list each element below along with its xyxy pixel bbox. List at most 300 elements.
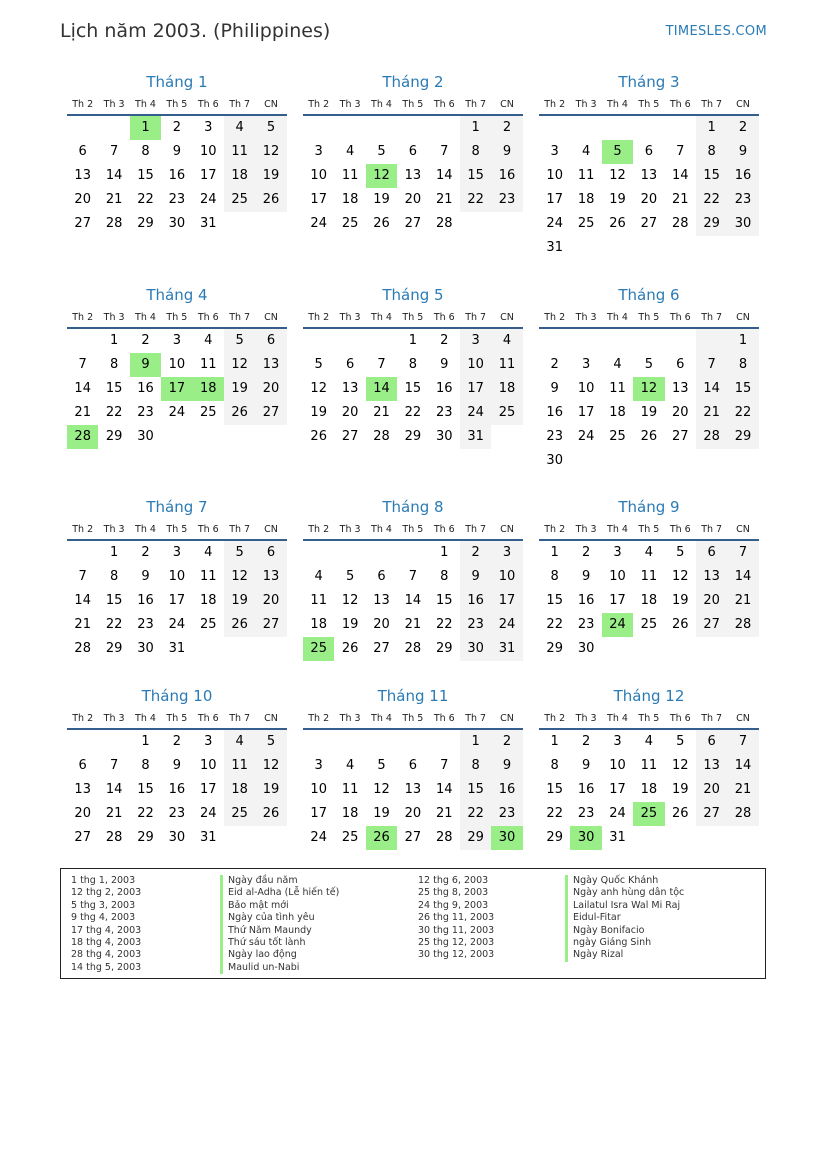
day-cell[interactable]: 22 <box>105 617 123 632</box>
day-cell[interactable]: 21 <box>74 405 91 420</box>
day-cell[interactable]: 28 <box>696 425 727 449</box>
day-cell[interactable]: 2 <box>460 541 491 565</box>
day-cell[interactable]: 13 <box>341 381 359 396</box>
day-cell[interactable]: 1 <box>440 545 449 560</box>
day-cell[interactable]: 6 <box>408 758 417 773</box>
day-cell[interactable]: 3 <box>204 120 213 135</box>
day-cell[interactable]: 3 <box>172 545 181 560</box>
day-cell[interactable]: 6 <box>408 144 417 159</box>
day-cell[interactable]: 25 <box>577 216 595 231</box>
day-cell[interactable]: 11 <box>199 569 217 584</box>
day-cell[interactable]: 5 <box>314 357 323 372</box>
day-cell[interactable]: 26 <box>671 617 689 632</box>
day-cell[interactable]: 28 <box>67 425 98 449</box>
day-cell[interactable]: 7 <box>408 569 417 584</box>
day-cell[interactable]: 1 <box>130 116 161 140</box>
day-cell[interactable]: 10 <box>310 782 327 797</box>
day-cell[interactable]: 31 <box>546 240 563 255</box>
day-cell[interactable]: 16 <box>168 782 186 797</box>
day-cell[interactable]: 30 <box>460 637 491 661</box>
day-cell[interactable]: 6 <box>696 541 727 565</box>
day-cell[interactable]: 21 <box>435 192 453 207</box>
day-cell[interactable]: 29 <box>727 425 758 449</box>
day-cell[interactable]: 4 <box>345 144 355 159</box>
day-cell[interactable]: 9 <box>491 754 522 778</box>
day-cell[interactable]: 25 <box>224 188 255 212</box>
day-cell[interactable]: 9 <box>727 140 758 164</box>
day-cell[interactable]: 4 <box>644 734 653 749</box>
day-cell[interactable]: 29 <box>105 641 123 656</box>
day-cell[interactable]: 6 <box>696 730 727 754</box>
day-cell[interactable]: 30 <box>168 216 186 231</box>
day-cell[interactable]: 29 <box>404 429 422 444</box>
day-cell[interactable]: 13 <box>696 754 727 778</box>
day-cell[interactable]: 6 <box>255 329 286 353</box>
day-cell[interactable]: 23 <box>137 617 154 632</box>
day-cell[interactable]: 29 <box>435 641 453 656</box>
day-cell[interactable]: 13 <box>640 168 658 183</box>
day-cell[interactable]: 17 <box>161 377 192 401</box>
day-cell[interactable]: 6 <box>78 144 87 159</box>
day-cell[interactable]: 8 <box>460 140 491 164</box>
day-cell[interactable]: 15 <box>105 593 123 608</box>
day-cell[interactable]: 21 <box>74 617 91 632</box>
day-cell[interactable]: 24 <box>602 613 633 637</box>
day-cell[interactable]: 8 <box>141 144 150 159</box>
day-cell[interactable]: 3 <box>204 734 213 749</box>
day-cell[interactable]: 8 <box>408 357 417 372</box>
day-cell[interactable]: 9 <box>581 758 591 773</box>
day-cell[interactable]: 16 <box>491 778 522 802</box>
day-cell[interactable]: 24 <box>460 401 491 425</box>
day-cell[interactable]: 4 <box>204 545 213 560</box>
day-cell[interactable]: 6 <box>644 144 653 159</box>
day-cell[interactable]: 8 <box>727 353 758 377</box>
day-cell[interactable]: 23 <box>577 806 595 821</box>
day-cell[interactable]: 25 <box>341 216 359 231</box>
day-cell[interactable]: 18 <box>491 377 522 401</box>
day-cell[interactable]: 4 <box>345 758 355 773</box>
day-cell[interactable]: 9 <box>172 144 181 159</box>
day-cell[interactable]: 20 <box>696 589 727 613</box>
day-cell[interactable]: 12 <box>255 140 286 164</box>
day-cell[interactable]: 18 <box>341 192 359 207</box>
day-cell[interactable]: 12 <box>310 381 327 396</box>
day-cell[interactable]: 7 <box>377 357 386 372</box>
day-cell[interactable]: 25 <box>609 429 626 444</box>
day-cell[interactable]: 23 <box>577 617 595 632</box>
day-cell[interactable]: 12 <box>366 164 397 188</box>
day-cell[interactable]: 24 <box>310 830 327 845</box>
day-cell[interactable]: 7 <box>109 144 119 159</box>
day-cell[interactable]: 16 <box>168 168 186 183</box>
day-cell[interactable]: 17 <box>609 593 626 608</box>
day-cell[interactable]: 3 <box>460 329 491 353</box>
day-cell[interactable]: 10 <box>546 168 563 183</box>
day-cell[interactable]: 14 <box>727 754 758 778</box>
day-cell[interactable]: 23 <box>491 802 522 826</box>
day-cell[interactable]: 22 <box>460 802 491 826</box>
day-cell[interactable]: 28 <box>671 216 689 231</box>
day-cell[interactable]: 28 <box>727 802 758 826</box>
day-cell[interactable]: 2 <box>172 734 181 749</box>
day-cell[interactable]: 16 <box>577 593 595 608</box>
day-cell[interactable]: 8 <box>550 569 559 584</box>
day-cell[interactable]: 20 <box>373 617 390 632</box>
day-cell[interactable]: 15 <box>696 164 727 188</box>
day-cell[interactable]: 19 <box>310 405 327 420</box>
day-cell[interactable]: 22 <box>105 405 123 420</box>
day-cell[interactable]: 12 <box>671 569 689 584</box>
day-cell[interactable]: 17 <box>168 593 186 608</box>
day-cell[interactable]: 3 <box>581 357 591 372</box>
day-cell[interactable]: 2 <box>141 333 150 348</box>
day-cell[interactable]: 18 <box>341 806 359 821</box>
day-cell[interactable]: 28 <box>404 641 422 656</box>
day-cell[interactable]: 26 <box>671 806 689 821</box>
day-cell[interactable]: 10 <box>491 565 522 589</box>
day-cell[interactable]: 11 <box>341 168 359 183</box>
day-cell[interactable]: 19 <box>671 593 689 608</box>
day-cell[interactable]: 28 <box>105 830 123 845</box>
day-cell[interactable]: 29 <box>137 830 154 845</box>
day-cell[interactable]: 11 <box>224 754 255 778</box>
day-cell[interactable]: 13 <box>255 565 286 589</box>
day-cell[interactable]: 15 <box>404 381 422 396</box>
day-cell[interactable]: 26 <box>609 216 626 231</box>
day-cell[interactable]: 17 <box>199 168 217 183</box>
day-cell[interactable]: 3 <box>613 545 622 560</box>
day-cell[interactable]: 5 <box>377 758 386 773</box>
day-cell[interactable]: 8 <box>696 140 727 164</box>
day-cell[interactable]: 22 <box>460 188 491 212</box>
day-cell[interactable]: 26 <box>224 401 255 425</box>
day-cell[interactable]: 25 <box>640 617 658 632</box>
day-cell[interactable]: 29 <box>460 826 491 850</box>
day-cell[interactable]: 9 <box>460 565 491 589</box>
day-cell[interactable]: 16 <box>460 589 491 613</box>
day-cell[interactable]: 3 <box>314 144 323 159</box>
day-cell[interactable]: 14 <box>74 381 91 396</box>
day-cell[interactable]: 3 <box>550 144 559 159</box>
day-cell[interactable]: 27 <box>404 216 422 231</box>
day-cell[interactable]: 12 <box>255 754 286 778</box>
day-cell[interactable]: 25 <box>199 405 217 420</box>
day-cell[interactable]: 16 <box>137 593 154 608</box>
day-cell[interactable]: 18 <box>310 617 327 632</box>
day-cell[interactable]: 8 <box>460 754 491 778</box>
day-cell[interactable]: 30 <box>570 826 601 850</box>
day-cell[interactable]: 22 <box>546 806 563 821</box>
day-cell[interactable]: 28 <box>435 216 453 231</box>
day-cell[interactable]: 1 <box>109 545 119 560</box>
day-cell[interactable]: 13 <box>373 593 390 608</box>
day-cell[interactable]: 21 <box>105 192 123 207</box>
day-cell[interactable]: 7 <box>440 758 449 773</box>
day-cell[interactable]: 12 <box>224 353 255 377</box>
day-cell[interactable]: 6 <box>377 569 386 584</box>
day-cell[interactable]: 1 <box>109 333 119 348</box>
day-cell[interactable]: 8 <box>141 758 150 773</box>
day-cell[interactable]: 16 <box>435 381 453 396</box>
day-cell[interactable]: 14 <box>727 565 758 589</box>
day-cell[interactable]: 1 <box>408 333 417 348</box>
day-cell[interactable]: 30 <box>137 429 154 444</box>
day-cell[interactable]: 10 <box>577 381 595 396</box>
day-cell[interactable]: 6 <box>345 357 355 372</box>
day-cell[interactable]: 13 <box>74 168 91 183</box>
day-cell[interactable]: 17 <box>310 192 327 207</box>
day-cell[interactable]: 1 <box>550 545 559 560</box>
day-cell[interactable]: 23 <box>435 405 453 420</box>
day-cell[interactable]: 19 <box>255 164 286 188</box>
day-cell[interactable]: 9 <box>550 381 559 396</box>
day-cell[interactable]: 4 <box>491 329 522 353</box>
day-cell[interactable]: 22 <box>137 806 154 821</box>
day-cell[interactable]: 15 <box>137 782 154 797</box>
day-cell[interactable]: 2 <box>491 116 522 140</box>
day-cell[interactable]: 20 <box>255 377 286 401</box>
day-cell[interactable]: 5 <box>255 730 286 754</box>
day-cell[interactable]: 18 <box>199 593 217 608</box>
day-cell[interactable]: 24 <box>168 617 186 632</box>
day-cell[interactable]: 11 <box>310 593 327 608</box>
day-cell[interactable]: 27 <box>696 802 727 826</box>
day-cell[interactable]: 31 <box>199 830 217 845</box>
day-cell[interactable]: 27 <box>640 216 658 231</box>
day-cell[interactable]: 17 <box>199 782 217 797</box>
day-cell[interactable]: 11 <box>224 140 255 164</box>
day-cell[interactable]: 1 <box>727 329 758 353</box>
day-cell[interactable]: 5 <box>224 329 255 353</box>
day-cell[interactable]: 14 <box>404 593 422 608</box>
day-cell[interactable]: 26 <box>255 802 286 826</box>
day-cell[interactable]: 8 <box>440 569 449 584</box>
day-cell[interactable]: 11 <box>491 353 522 377</box>
day-cell[interactable]: 12 <box>671 758 689 773</box>
day-cell[interactable]: 27 <box>671 429 689 444</box>
day-cell[interactable]: 10 <box>460 353 491 377</box>
day-cell[interactable]: 30 <box>137 641 154 656</box>
day-cell[interactable]: 24 <box>199 806 217 821</box>
day-cell[interactable]: 26 <box>255 188 286 212</box>
day-cell[interactable]: 3 <box>491 541 522 565</box>
day-cell[interactable]: 9 <box>172 758 181 773</box>
day-cell[interactable]: 11 <box>199 357 217 372</box>
day-cell[interactable]: 7 <box>440 144 449 159</box>
day-cell[interactable]: 28 <box>105 216 123 231</box>
day-cell[interactable]: 13 <box>74 782 91 797</box>
day-cell[interactable]: 26 <box>341 641 359 656</box>
day-cell[interactable]: 10 <box>168 357 186 372</box>
day-cell[interactable]: 2 <box>550 357 559 372</box>
day-cell[interactable]: 13 <box>404 782 422 797</box>
day-cell[interactable]: 27 <box>255 401 286 425</box>
day-cell[interactable]: 20 <box>671 405 689 420</box>
day-cell[interactable]: 4 <box>581 144 591 159</box>
day-cell[interactable]: 20 <box>404 806 422 821</box>
day-cell[interactable]: 12 <box>633 377 664 401</box>
day-cell[interactable]: 27 <box>404 830 422 845</box>
day-cell[interactable]: 7 <box>727 730 758 754</box>
day-cell[interactable]: 4 <box>204 333 213 348</box>
day-cell[interactable]: 23 <box>546 429 563 444</box>
day-cell[interactable]: 20 <box>404 192 422 207</box>
day-cell[interactable]: 22 <box>546 617 563 632</box>
day-cell[interactable]: 20 <box>255 589 286 613</box>
day-cell[interactable]: 27 <box>255 613 286 637</box>
day-cell[interactable]: 5 <box>255 116 286 140</box>
day-cell[interactable]: 27 <box>74 216 91 231</box>
day-cell[interactable]: 23 <box>168 806 186 821</box>
day-cell[interactable]: 22 <box>435 617 453 632</box>
day-cell[interactable]: 15 <box>546 593 563 608</box>
day-cell[interactable]: 21 <box>404 617 422 632</box>
day-cell[interactable]: 22 <box>404 405 422 420</box>
day-cell[interactable]: 4 <box>224 116 255 140</box>
day-cell[interactable]: 3 <box>613 734 622 749</box>
day-cell[interactable]: 14 <box>74 593 91 608</box>
day-cell[interactable]: 26 <box>373 216 390 231</box>
day-cell[interactable]: 25 <box>199 617 217 632</box>
day-cell[interactable]: 24 <box>609 806 626 821</box>
day-cell[interactable]: 4 <box>224 730 255 754</box>
day-cell[interactable]: 20 <box>640 192 658 207</box>
day-cell[interactable]: 27 <box>373 641 390 656</box>
day-cell[interactable]: 25 <box>491 401 522 425</box>
day-cell[interactable]: 15 <box>435 593 453 608</box>
site-brand[interactable]: TIMESLES.COM <box>665 24 767 39</box>
day-cell[interactable]: 3 <box>314 758 323 773</box>
day-cell[interactable]: 10 <box>609 569 626 584</box>
day-cell[interactable]: 22 <box>137 192 154 207</box>
day-cell[interactable]: 15 <box>137 168 154 183</box>
day-cell[interactable]: 1 <box>550 734 559 749</box>
day-cell[interactable]: 16 <box>546 405 563 420</box>
day-cell[interactable]: 12 <box>224 565 255 589</box>
day-cell[interactable]: 29 <box>546 641 563 656</box>
day-cell[interactable]: 30 <box>577 641 595 656</box>
day-cell[interactable]: 15 <box>460 164 491 188</box>
day-cell[interactable]: 7 <box>696 353 727 377</box>
day-cell[interactable]: 23 <box>168 192 186 207</box>
day-cell[interactable]: 19 <box>255 778 286 802</box>
day-cell[interactable]: 24 <box>168 405 186 420</box>
day-cell[interactable]: 18 <box>224 778 255 802</box>
day-cell[interactable]: 29 <box>696 212 727 236</box>
day-cell[interactable]: 21 <box>435 806 453 821</box>
day-cell[interactable]: 25 <box>224 802 255 826</box>
day-cell[interactable]: 17 <box>577 405 595 420</box>
day-cell[interactable]: 8 <box>109 569 119 584</box>
day-cell[interactable]: 7 <box>676 144 685 159</box>
day-cell[interactable]: 13 <box>671 381 689 396</box>
day-cell[interactable]: 28 <box>373 429 390 444</box>
day-cell[interactable]: 7 <box>727 541 758 565</box>
day-cell[interactable]: 9 <box>130 353 161 377</box>
day-cell[interactable]: 27 <box>341 429 359 444</box>
day-cell[interactable]: 11 <box>640 758 658 773</box>
day-cell[interactable]: 4 <box>613 357 622 372</box>
day-cell[interactable]: 13 <box>255 353 286 377</box>
day-cell[interactable]: 20 <box>341 405 359 420</box>
day-cell[interactable]: 15 <box>727 377 758 401</box>
day-cell[interactable]: 5 <box>644 357 653 372</box>
day-cell[interactable]: 23 <box>137 405 154 420</box>
day-cell[interactable]: 30 <box>435 429 453 444</box>
day-cell[interactable]: 24 <box>577 429 595 444</box>
day-cell[interactable]: 18 <box>640 593 658 608</box>
day-cell[interactable]: 7 <box>78 357 87 372</box>
day-cell[interactable]: 14 <box>366 377 397 401</box>
day-cell[interactable]: 19 <box>224 377 255 401</box>
day-cell[interactable]: 30 <box>546 453 563 468</box>
day-cell[interactable]: 11 <box>341 782 359 797</box>
day-cell[interactable]: 6 <box>255 541 286 565</box>
day-cell[interactable]: 5 <box>602 140 633 164</box>
day-cell[interactable]: 2 <box>581 734 591 749</box>
day-cell[interactable]: 5 <box>345 569 355 584</box>
day-cell[interactable]: 19 <box>373 806 390 821</box>
day-cell[interactable]: 2 <box>141 545 150 560</box>
day-cell[interactable]: 15 <box>546 782 563 797</box>
day-cell[interactable]: 14 <box>105 782 123 797</box>
day-cell[interactable]: 1 <box>141 734 150 749</box>
day-cell[interactable]: 8 <box>550 758 559 773</box>
day-cell[interactable]: 21 <box>671 192 689 207</box>
day-cell[interactable]: 30 <box>727 212 758 236</box>
day-cell[interactable]: 18 <box>193 377 224 401</box>
day-cell[interactable]: 25 <box>633 802 664 826</box>
day-cell[interactable]: 31 <box>609 830 626 845</box>
day-cell[interactable]: 8 <box>109 357 119 372</box>
day-cell[interactable]: 19 <box>671 782 689 797</box>
day-cell[interactable]: 30 <box>168 830 186 845</box>
day-cell[interactable]: 23 <box>460 613 491 637</box>
day-cell[interactable]: 16 <box>577 782 595 797</box>
day-cell[interactable]: 19 <box>224 589 255 613</box>
day-cell[interactable]: 2 <box>491 730 522 754</box>
day-cell[interactable]: 14 <box>435 782 453 797</box>
day-cell[interactable]: 1 <box>460 730 491 754</box>
day-cell[interactable]: 12 <box>609 168 626 183</box>
day-cell[interactable]: 20 <box>74 806 91 821</box>
day-cell[interactable]: 21 <box>727 778 758 802</box>
day-cell[interactable]: 9 <box>491 140 522 164</box>
day-cell[interactable]: 14 <box>105 168 123 183</box>
day-cell[interactable]: 19 <box>373 192 390 207</box>
day-cell[interactable]: 16 <box>137 381 154 396</box>
day-cell[interactable]: 17 <box>491 589 522 613</box>
day-cell[interactable]: 19 <box>640 405 658 420</box>
day-cell[interactable]: 5 <box>676 734 685 749</box>
day-cell[interactable]: 7 <box>109 758 119 773</box>
day-cell[interactable]: 15 <box>460 778 491 802</box>
day-cell[interactable]: 12 <box>341 593 359 608</box>
day-cell[interactable]: 31 <box>460 425 491 449</box>
day-cell[interactable]: 9 <box>440 357 449 372</box>
day-cell[interactable]: 28 <box>435 830 453 845</box>
day-cell[interactable]: 13 <box>696 565 727 589</box>
day-cell[interactable]: 17 <box>546 192 563 207</box>
day-cell[interactable]: 24 <box>546 216 563 231</box>
day-cell[interactable]: 13 <box>404 168 422 183</box>
day-cell[interactable]: 15 <box>105 381 123 396</box>
day-cell[interactable]: 19 <box>609 192 626 207</box>
day-cell[interactable]: 22 <box>727 401 758 425</box>
day-cell[interactable]: 1 <box>460 116 491 140</box>
day-cell[interactable]: 14 <box>435 168 453 183</box>
